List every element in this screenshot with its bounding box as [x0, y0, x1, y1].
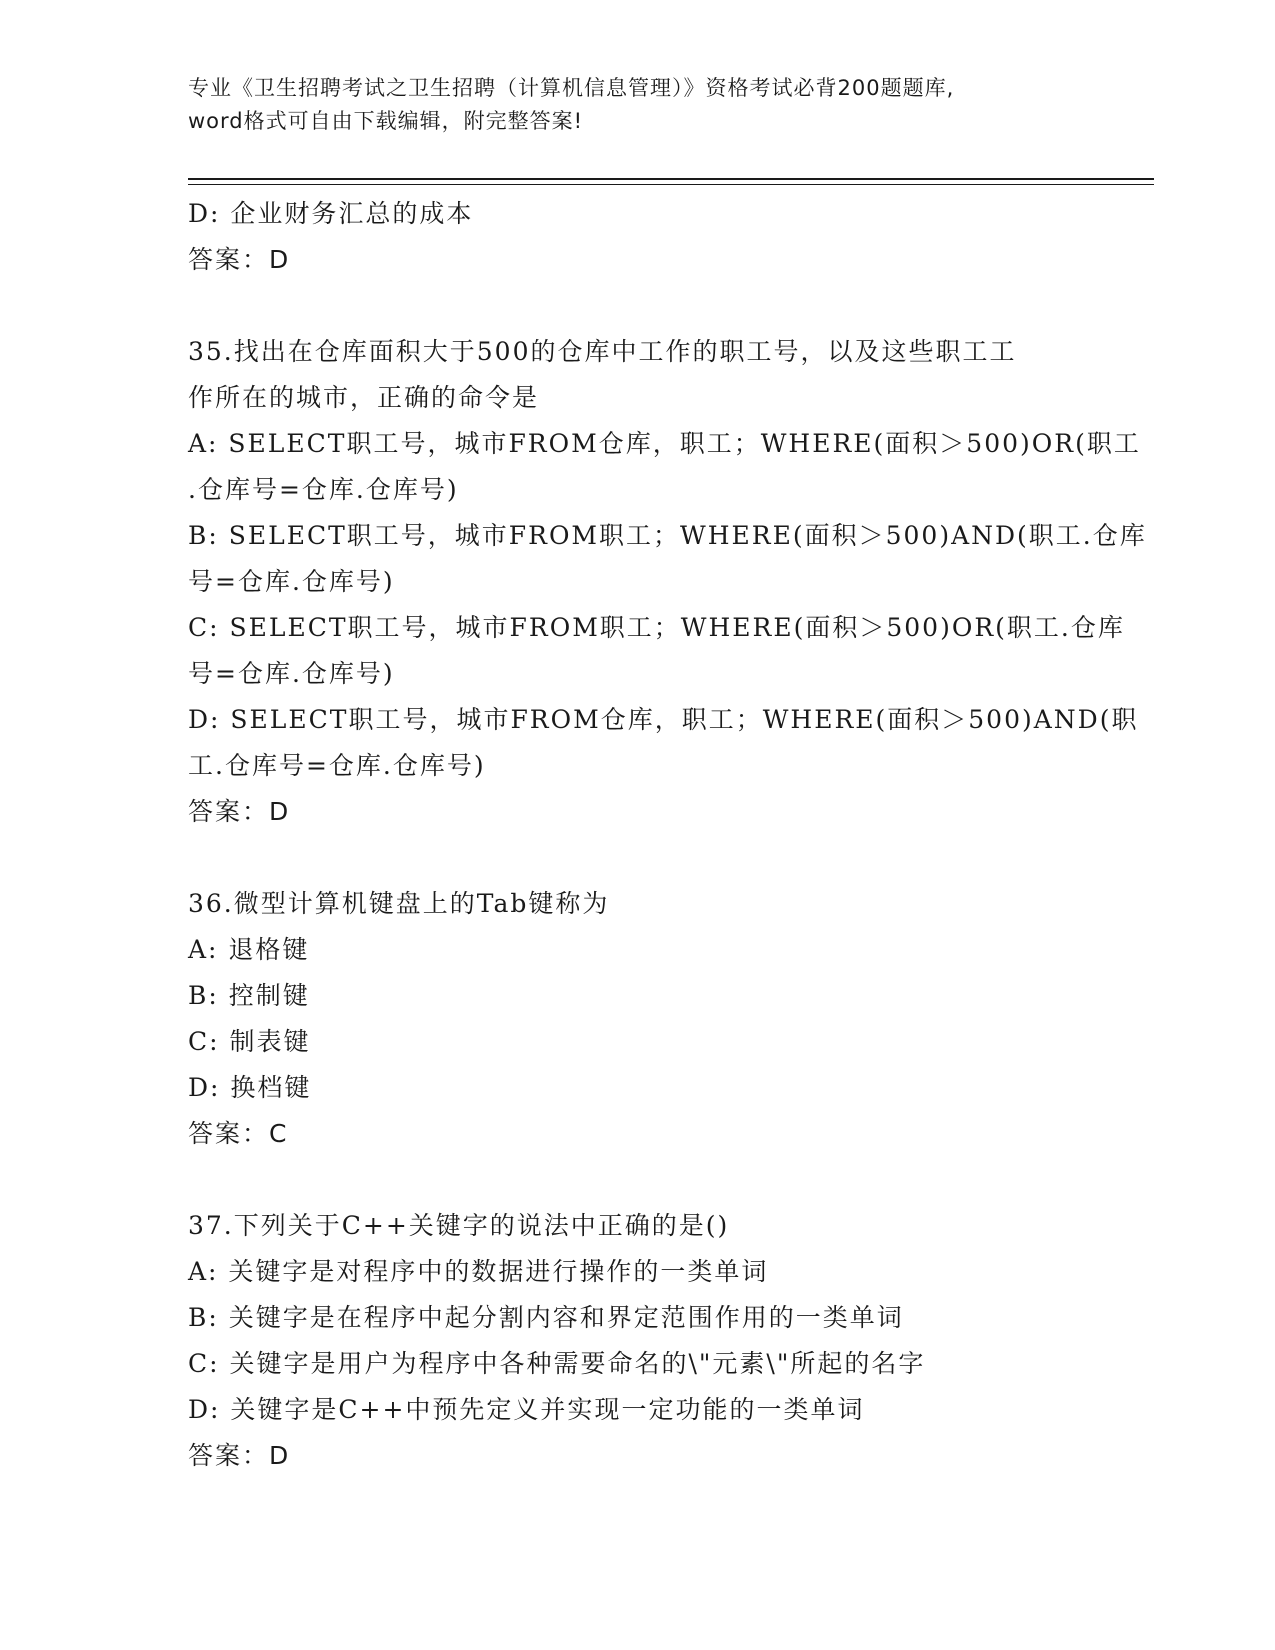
- option-a-continued: .仓库号=仓库.仓库号): [188, 475, 459, 504]
- spacer: [188, 283, 1088, 329]
- header-title-line-2: word格式可自由下载编辑，附完整答案!: [188, 109, 584, 133]
- option-c: C: 制表键: [188, 1027, 311, 1056]
- document-header: [188, 72, 1088, 138]
- option-b: B: 关键字是在程序中起分割内容和界定范围作用的一类单词: [188, 1303, 904, 1332]
- question-stem: 36.微型计算机键盘上的Tab键称为: [188, 889, 610, 918]
- spacer: [188, 1157, 1088, 1203]
- option-a: A: 退格键: [188, 935, 310, 964]
- question-37: [188, 1203, 1088, 1479]
- option-d: D: 换档键: [188, 1073, 312, 1102]
- spacer: [188, 835, 1088, 881]
- question-stem: 37.下列关于C++关键字的说法中正确的是(): [188, 1211, 730, 1240]
- option-d: D: SELECT职工号，城市FROM仓库，职工；WHERE(面积＞500)AND(职: [188, 705, 1139, 734]
- option-a: A: 关键字是对程序中的数据进行操作的一类单词: [188, 1257, 769, 1286]
- header-divider-thick: [188, 178, 1154, 180]
- option-b: B: SELECT职工号，城市FROM职工；WHERE(面积＞500)AND(职工.仓库: [188, 521, 1147, 550]
- answer-line: 答案：D: [188, 797, 291, 826]
- answer-line: 答案：D: [188, 1441, 291, 1470]
- header-divider-thin: [188, 184, 1154, 185]
- option-c: C: SELECT职工号，城市FROM职工；WHERE(面积＞500)OR(职工.仓库: [188, 613, 1125, 642]
- option-b: B: 控制键: [188, 981, 310, 1010]
- header-title-line-1: 专业《卫生招聘考试之卫生招聘（计算机信息管理）》资格考试必背200题题库,: [188, 76, 955, 100]
- option-a: A: SELECT职工号，城市FROM仓库，职工；WHERE(面积＞500)OR(职工: [188, 429, 1141, 458]
- question-stem: 35.找出在仓库面积大于500的仓库中工作的职工号，以及这些职工工: [188, 337, 1017, 366]
- answer-line: 答案：C: [188, 1119, 289, 1148]
- option-d: D: 企业财务汇总的成本: [188, 199, 474, 228]
- document-body: [188, 191, 1147, 1479]
- answer-line: 答案：D: [188, 245, 291, 274]
- question-stem-continued: 作所在的城市，正确的命令是: [188, 383, 540, 412]
- question-35: [188, 329, 1147, 835]
- option-d: D: 关键字是C++中预先定义并实现一定功能的一类单词: [188, 1395, 865, 1424]
- option-d-continued: 工.仓库号=仓库.仓库号): [188, 751, 486, 780]
- previous-question-tail: [188, 191, 1088, 283]
- option-c-continued: 号=仓库.仓库号): [188, 659, 395, 688]
- option-c: C: 关键字是用户为程序中各种需要命名的\"元素\"所起的名字: [188, 1349, 926, 1378]
- option-b-continued: 号=仓库.仓库号): [188, 567, 395, 596]
- question-36: [188, 881, 1088, 1157]
